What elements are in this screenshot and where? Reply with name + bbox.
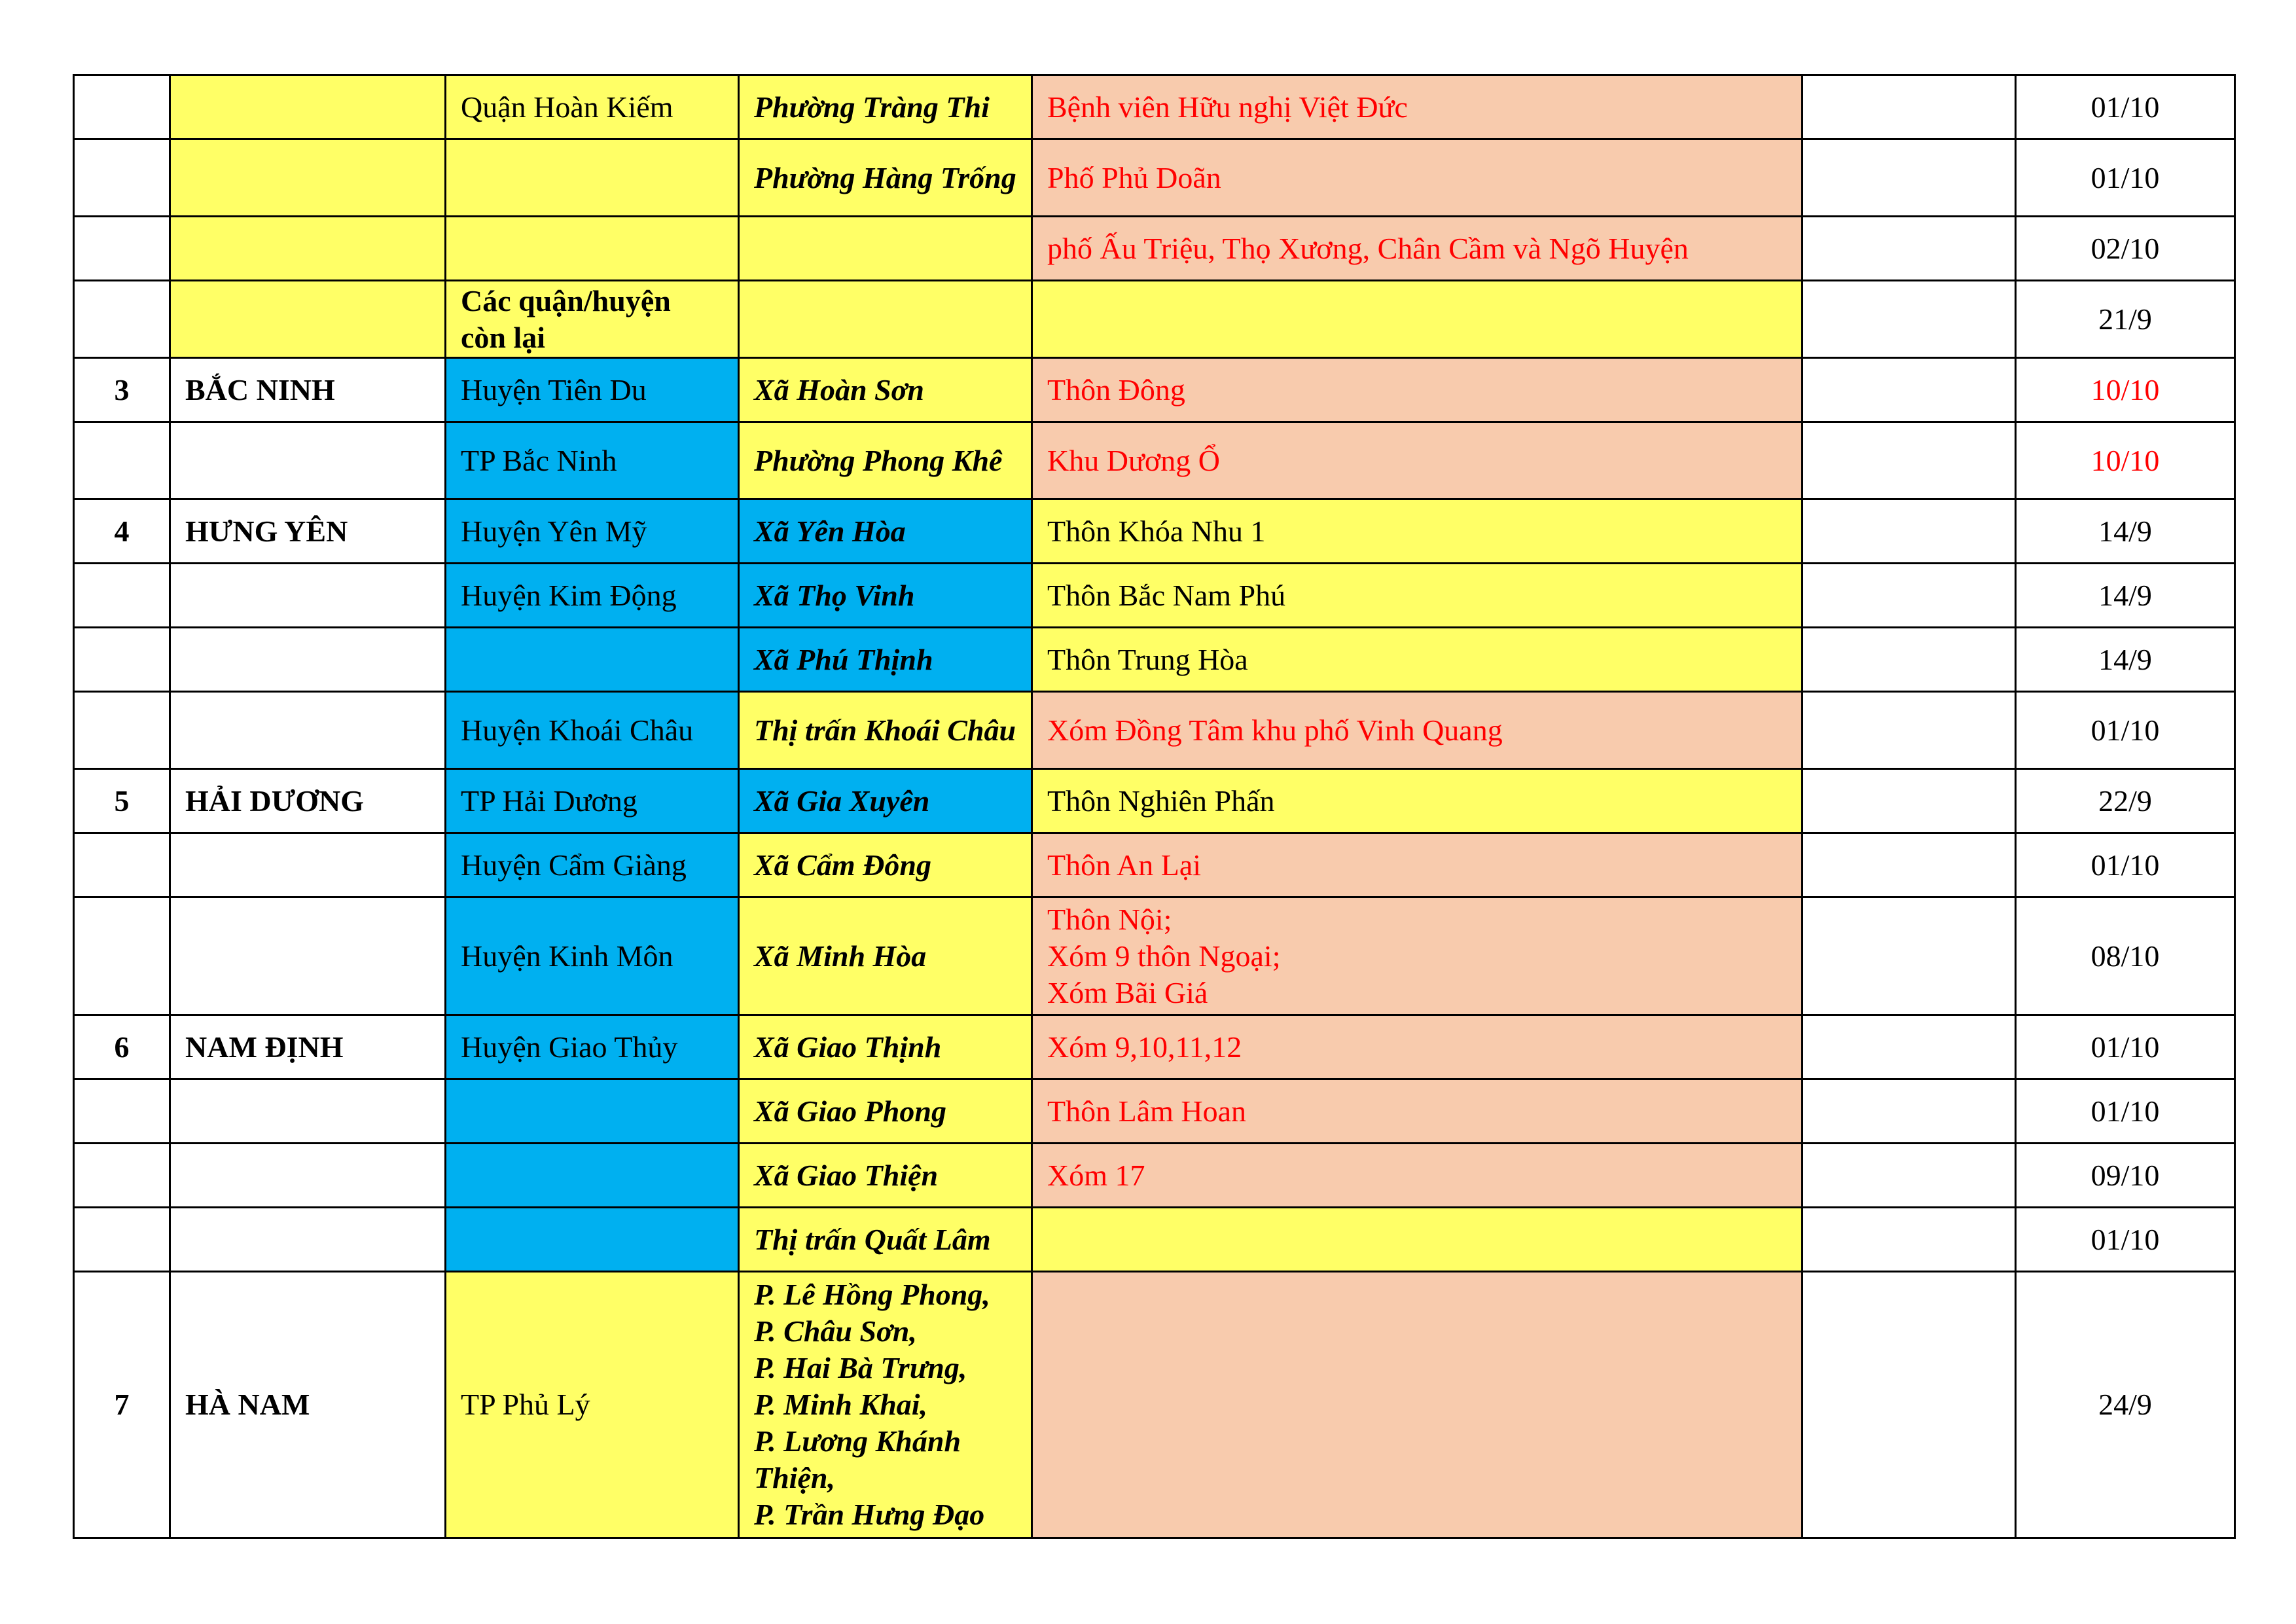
date-cell: 24/9 xyxy=(2016,1272,2235,1538)
note-cell xyxy=(1803,1144,2016,1208)
ward-name: Xã Giao Phong xyxy=(739,1079,1032,1144)
ward-line: P. Trần Hưng Đạo xyxy=(754,1498,985,1531)
note-cell xyxy=(1803,897,2016,1015)
location-detail xyxy=(1032,1144,1803,1208)
note-cell xyxy=(1803,692,2016,769)
ward-name xyxy=(739,217,1032,281)
location-detail-line: Thôn Nghiên Phấn xyxy=(1047,784,1275,818)
province-name xyxy=(170,1079,446,1144)
date-cell: 22/9 xyxy=(2016,769,2235,833)
location-detail xyxy=(1032,422,1803,499)
table-row xyxy=(74,499,2235,564)
ward-name: Xã Minh Hòa xyxy=(739,897,1032,1015)
table-row xyxy=(74,422,2235,499)
province-name xyxy=(170,628,446,692)
date-cell: 01/10 xyxy=(2016,139,2235,217)
district-name: Huyện Yên Mỹ xyxy=(446,499,739,564)
location-detail xyxy=(1032,217,1803,281)
ward-line: P. Lê Hồng Phong, xyxy=(754,1278,990,1311)
province-name xyxy=(170,833,446,897)
row-number xyxy=(74,1079,170,1144)
ward-name: Xã Giao Thiện xyxy=(739,1144,1032,1208)
note-cell xyxy=(1803,564,2016,628)
table-row xyxy=(74,1079,2235,1144)
location-detail-line: Xóm 17 xyxy=(1047,1158,1145,1192)
district-name: TP Hải Dương xyxy=(446,769,739,833)
district-name: Huyện Kinh Môn xyxy=(446,897,739,1015)
ward-name: Xã Thọ Vinh xyxy=(739,564,1032,628)
province-name xyxy=(170,692,446,769)
table-row xyxy=(74,833,2235,897)
province-name xyxy=(170,139,446,217)
district-name: Các quận/huyện còn lại xyxy=(446,281,739,358)
note-cell xyxy=(1803,75,2016,139)
location-detail-line: Thôn Trung Hòa xyxy=(1047,642,1248,676)
ward-name: Phường Tràng Thi xyxy=(739,75,1032,139)
note-cell xyxy=(1803,1015,2016,1079)
note-cell xyxy=(1803,769,2016,833)
location-detail-line: Xóm Bãi Giá xyxy=(1047,975,1208,1009)
district-name: Huyện Tiên Du xyxy=(446,358,739,422)
ward-name: Xã Cẩm Đông xyxy=(739,833,1032,897)
date-cell: 01/10 xyxy=(2016,692,2235,769)
location-detail-line: Xóm 9,10,11,12 xyxy=(1047,1030,1242,1064)
district-name xyxy=(446,1208,739,1272)
table-row xyxy=(74,1208,2235,1272)
table-row xyxy=(74,139,2235,217)
note-cell xyxy=(1803,422,2016,499)
row-number xyxy=(74,628,170,692)
ward-name: Xã Phú Thịnh xyxy=(739,628,1032,692)
district-name xyxy=(446,1144,739,1208)
date-cell: 01/10 xyxy=(2016,1208,2235,1272)
row-number xyxy=(74,1144,170,1208)
ward-name xyxy=(739,281,1032,358)
location-detail-line: Bệnh viên Hữu nghị Việt Đức xyxy=(1047,90,1408,124)
district-name xyxy=(446,1079,739,1144)
location-detail xyxy=(1032,139,1803,217)
date-cell: 14/9 xyxy=(2016,628,2235,692)
date-cell: 01/10 xyxy=(2016,75,2235,139)
row-number xyxy=(74,75,170,139)
location-detail-line: Thôn Lâm Hoan xyxy=(1047,1094,1247,1128)
location-detail xyxy=(1032,1079,1803,1144)
date-cell: 21/9 xyxy=(2016,281,2235,358)
date-cell: 10/10 xyxy=(2016,358,2235,422)
table-body xyxy=(74,75,2235,1538)
date-cell: 01/10 xyxy=(2016,1079,2235,1144)
province-name: HƯNG YÊN xyxy=(170,499,446,564)
ward-name: Thị trấn Khoái Châu xyxy=(739,692,1032,769)
district-name: Huyện Giao Thủy xyxy=(446,1015,739,1079)
table-row xyxy=(74,75,2235,139)
province-name xyxy=(170,564,446,628)
district-name: TP Bắc Ninh xyxy=(446,422,739,499)
row-number xyxy=(74,564,170,628)
province-name: NAM ĐỊNH xyxy=(170,1015,446,1079)
ward-line: P. Lương Khánh Thiện, xyxy=(754,1424,961,1494)
row-number xyxy=(74,217,170,281)
location-detail xyxy=(1032,564,1803,628)
date-cell: 10/10 xyxy=(2016,422,2235,499)
province-name xyxy=(170,897,446,1015)
location-detail-line: Thôn Khóa Nhu 1 xyxy=(1047,514,1266,548)
date-cell: 09/10 xyxy=(2016,1144,2235,1208)
ward-name: Xã Yên Hòa xyxy=(739,499,1032,564)
district-name: Quận Hoàn Kiếm xyxy=(446,75,739,139)
location-detail-line: Thôn An Lại xyxy=(1047,848,1202,882)
row-number: 7 xyxy=(74,1272,170,1538)
table-row xyxy=(74,769,2235,833)
location-detail xyxy=(1032,499,1803,564)
location-detail xyxy=(1032,1272,1803,1538)
province-name xyxy=(170,281,446,358)
province-name xyxy=(170,1208,446,1272)
note-cell xyxy=(1803,139,2016,217)
ward-name: Phường Hàng Trống xyxy=(739,139,1032,217)
province-name: BẮC NINH xyxy=(170,358,446,422)
district-name xyxy=(446,139,739,217)
location-detail xyxy=(1032,897,1803,1015)
ward-name: Thị trấn Quất Lâm xyxy=(739,1208,1032,1272)
ward-line: P. Hai Bà Trưng, xyxy=(754,1351,967,1384)
date-cell: 14/9 xyxy=(2016,499,2235,564)
location-detail-line: phố Ấu Triệu, Thọ Xương, Chân Cầm và Ngõ Huyện xyxy=(1047,231,1689,265)
district-name xyxy=(446,628,739,692)
district-name: Huyện Khoái Châu xyxy=(446,692,739,769)
province-name xyxy=(170,217,446,281)
location-detail-line: Xóm Đồng Tâm khu phố Vinh Quang xyxy=(1047,713,1503,747)
table-row xyxy=(74,692,2235,769)
ward-name: Xã Gia Xuyên xyxy=(739,769,1032,833)
province-name xyxy=(170,422,446,499)
location-detail-line: Phố Phủ Doãn xyxy=(1047,160,1221,194)
note-cell xyxy=(1803,1208,2016,1272)
row-number xyxy=(74,281,170,358)
date-cell: 01/10 xyxy=(2016,833,2235,897)
row-number xyxy=(74,1208,170,1272)
location-detail-line: Xóm 9 thôn Ngoại; xyxy=(1047,939,1281,973)
note-cell xyxy=(1803,1079,2016,1144)
date-cell: 01/10 xyxy=(2016,1015,2235,1079)
district-name: TP Phủ Lý xyxy=(446,1272,739,1538)
table-row xyxy=(74,897,2235,1015)
ward-name: Xã Giao Thịnh xyxy=(739,1015,1032,1079)
note-cell xyxy=(1803,217,2016,281)
note-cell xyxy=(1803,833,2016,897)
location-detail xyxy=(1032,1015,1803,1079)
row-number: 6 xyxy=(74,1015,170,1079)
date-cell: 08/10 xyxy=(2016,897,2235,1015)
row-number: 5 xyxy=(74,769,170,833)
district-name xyxy=(446,217,739,281)
district-name: Huyện Kim Động xyxy=(446,564,739,628)
date-cell: 14/9 xyxy=(2016,564,2235,628)
province-name: HẢI DƯƠNG xyxy=(170,769,446,833)
ward-name xyxy=(739,1272,1032,1538)
row-number: 3 xyxy=(74,358,170,422)
location-detail xyxy=(1032,1208,1803,1272)
location-detail xyxy=(1032,628,1803,692)
location-detail-line: Thôn Nội; xyxy=(1047,902,1172,936)
ward-line: P. Minh Khai, xyxy=(754,1388,928,1421)
note-cell xyxy=(1803,499,2016,564)
location-detail-line: Thôn Đông xyxy=(1047,372,1185,406)
location-detail xyxy=(1032,75,1803,139)
province-name xyxy=(170,1144,446,1208)
row-number xyxy=(74,833,170,897)
note-cell xyxy=(1803,358,2016,422)
table-row xyxy=(74,1272,2235,1538)
location-detail-line: Thôn Bắc Nam Phú xyxy=(1047,578,1286,612)
ward-name: Xã Hoàn Sơn xyxy=(739,358,1032,422)
note-cell xyxy=(1803,1272,2016,1538)
table-row xyxy=(74,281,2235,358)
table-row xyxy=(74,628,2235,692)
ward-name: Phường Phong Khê xyxy=(739,422,1032,499)
province-name: HÀ NAM xyxy=(170,1272,446,1538)
location-detail xyxy=(1032,358,1803,422)
province-name xyxy=(170,75,446,139)
note-cell xyxy=(1803,628,2016,692)
row-number xyxy=(74,139,170,217)
table-row xyxy=(74,1144,2235,1208)
location-detail xyxy=(1032,769,1803,833)
table-row xyxy=(74,564,2235,628)
district-name: Huyện Cẩm Giàng xyxy=(446,833,739,897)
table-row xyxy=(74,1015,2235,1079)
row-number xyxy=(74,692,170,769)
location-detail-line: Khu Dương Ổ xyxy=(1047,443,1220,477)
row-number xyxy=(74,897,170,1015)
location-detail xyxy=(1032,692,1803,769)
table-row xyxy=(74,358,2235,422)
row-number: 4 xyxy=(74,499,170,564)
location-detail xyxy=(1032,281,1803,358)
location-table xyxy=(73,74,2236,1539)
location-detail xyxy=(1032,833,1803,897)
row-number xyxy=(74,422,170,499)
ward-line: P. Châu Sơn, xyxy=(754,1314,917,1348)
date-cell: 02/10 xyxy=(2016,217,2235,281)
note-cell xyxy=(1803,281,2016,358)
table-row xyxy=(74,217,2235,281)
